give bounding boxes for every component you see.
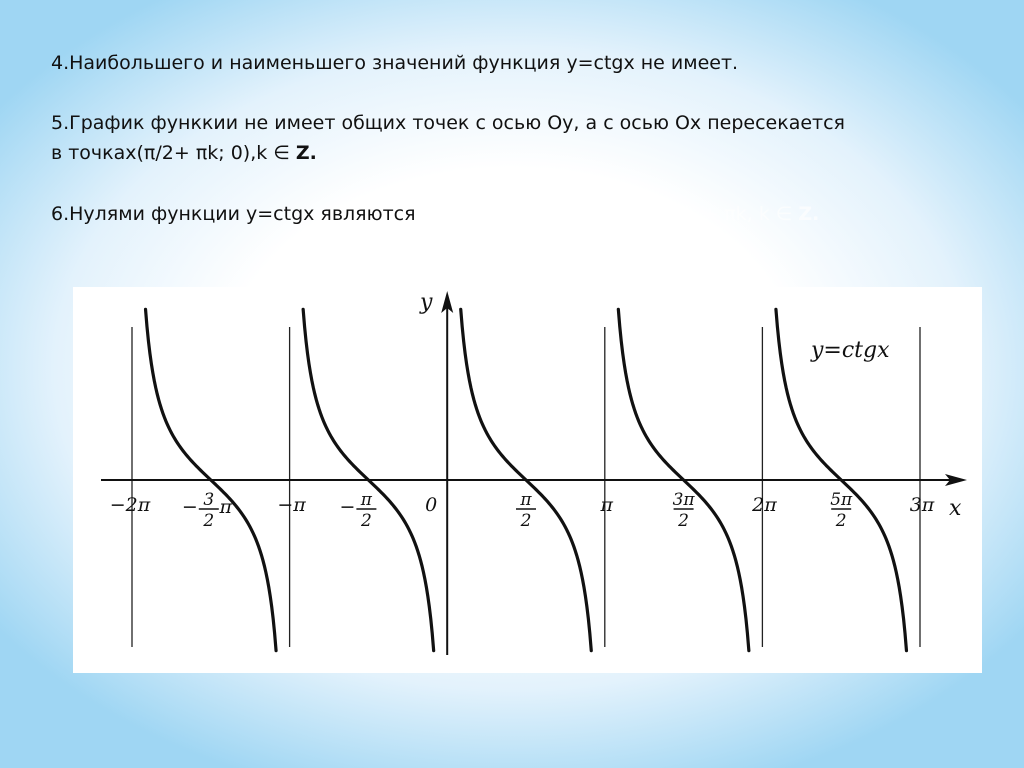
x-tick-label-2: 0 [425, 494, 438, 516]
property-5-line-1: 5.График функкии не имеет общих точек с осью Оу, а с осью Ох пересекается [51, 112, 845, 134]
x-fraction-tick-0 [182, 490, 233, 531]
fraction-denominator-0: 2 [203, 511, 215, 531]
cotangent-graph [73, 287, 982, 673]
fraction-numerator-4: 5π [830, 490, 853, 510]
property-5-line-2-text: в точках(π/2+ πk; 0),k ∈ [51, 142, 296, 164]
x-tick-label-3: π [600, 494, 614, 516]
fraction-suffix-0: π [219, 496, 233, 518]
property-6-faded-text: значения аргумента x= π/2 + πk, k ∈ [415, 203, 799, 225]
property-4-text [51, 48, 738, 78]
property-4-content: 4.Наибольшего и наименьшего значений функция y=ctgx не имеет. [51, 52, 739, 74]
tick-labels-group [110, 490, 935, 531]
property-5-line-2 [51, 138, 845, 168]
x-fraction-tick-3 [673, 490, 696, 531]
fraction-numerator-3: 3π [672, 490, 695, 510]
x-fraction-tick-1 [339, 490, 376, 531]
fraction-numerator-1: π [360, 490, 372, 510]
x-fraction-tick-4 [830, 490, 853, 531]
function-label: y=ctgx [811, 338, 890, 363]
fraction-numerator-2: π [520, 490, 532, 510]
property-6-faded-set: Z. [798, 203, 820, 225]
fraction-denominator-3: 2 [678, 511, 690, 531]
fraction-numerator-0: 3 [203, 490, 215, 510]
fraction-denominator-1: 2 [360, 511, 372, 531]
fraction-denominator-2: 2 [520, 511, 532, 531]
integers-set-symbol: Z. [295, 142, 317, 164]
x-fraction-tick-2 [516, 490, 536, 531]
fraction-prefix-0: − [181, 496, 198, 518]
y-axis-label: y [420, 290, 433, 315]
cotangent-graph-svg [73, 287, 982, 673]
fraction-prefix-1: − [339, 496, 356, 518]
x-tick-label-4: 2π [752, 494, 777, 516]
x-tick-label-0: −2π [109, 494, 151, 516]
x-axis-label: x [949, 496, 962, 521]
asymptotes-group [132, 327, 920, 647]
property-5-text [51, 108, 845, 168]
x-tick-label-1: −π [277, 494, 306, 516]
property-6-text [51, 199, 819, 229]
fraction-denominator-4: 2 [835, 511, 847, 531]
property-6-lead: 6.Нулями функции y=ctgx являются [51, 203, 416, 225]
x-tick-label-5: 3π [909, 494, 935, 516]
